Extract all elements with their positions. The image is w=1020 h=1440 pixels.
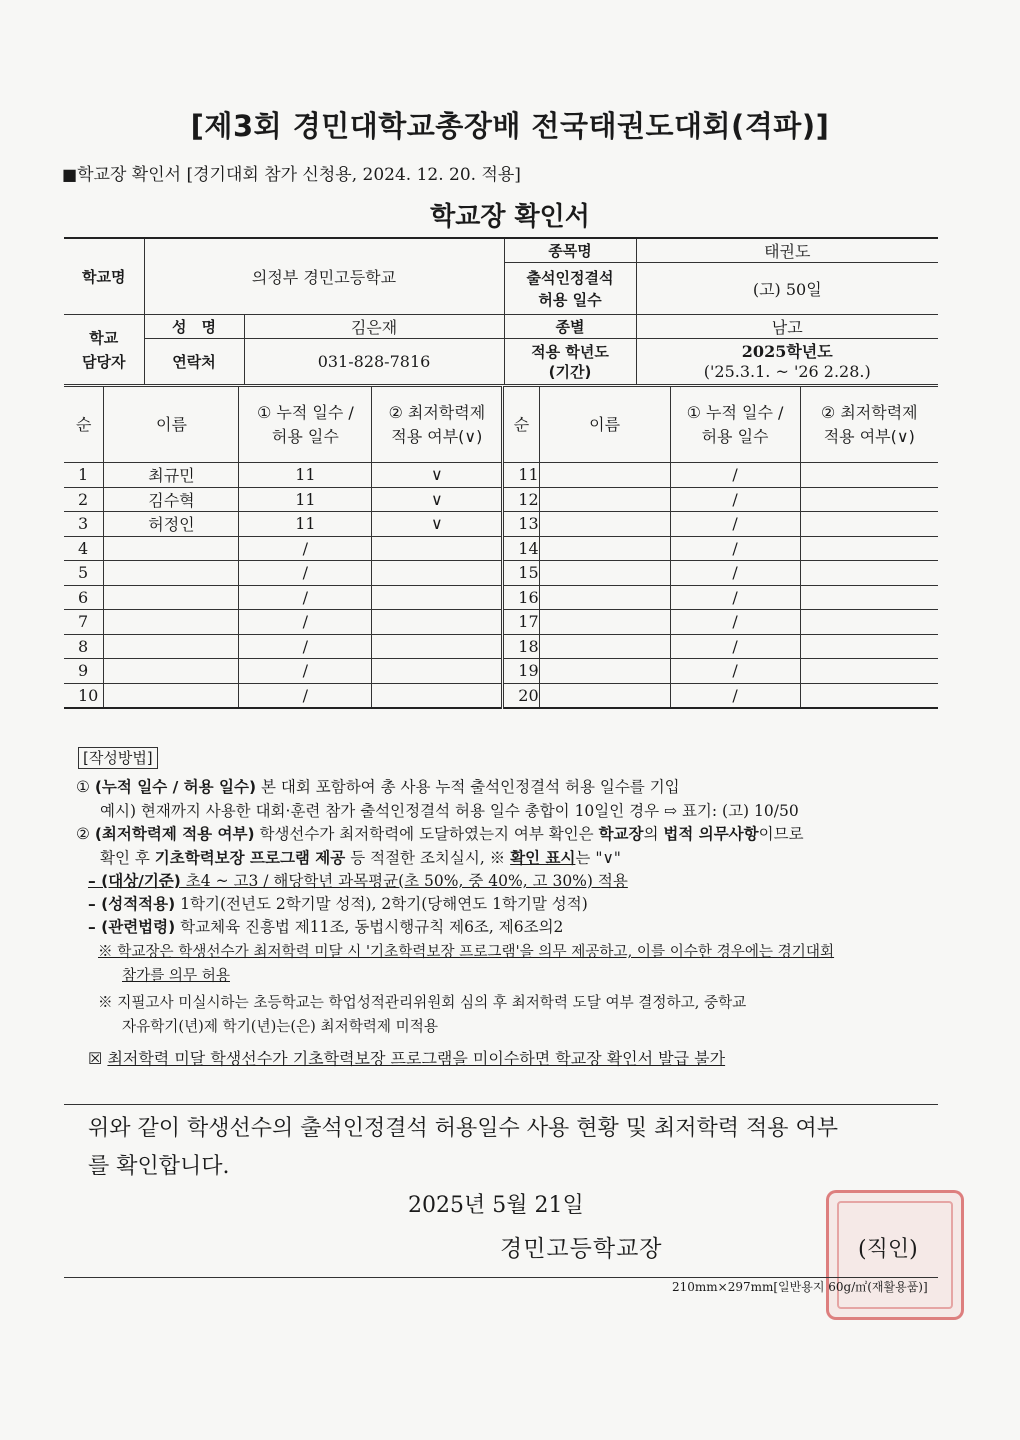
row-number: 12 <box>503 487 539 512</box>
contact-value: 031-828-7816 <box>244 339 504 385</box>
col-no-left: 순 <box>64 387 104 463</box>
final-note <box>88 1048 938 1070</box>
row-number: 18 <box>503 634 539 659</box>
col-days-right <box>670 387 800 463</box>
table-row <box>64 610 938 635</box>
m2-line2-bold2: 확인 표시 <box>510 849 576 867</box>
confirmation-line1: 위와 같이 학생선수의 출석인정결석 허용일수 사용 현황 및 최저학력 적용 여부 <box>88 1116 838 1141</box>
attendance-days: / <box>670 683 800 708</box>
manager-label-line1: 학교 <box>89 328 119 347</box>
row-number: 8 <box>64 634 104 659</box>
event-value: 태권도 <box>636 238 938 263</box>
attendance-label-line2: 허용 일수 <box>538 290 602 309</box>
student-name <box>539 659 670 684</box>
col-min-line2: 적용 여부(∨) <box>823 426 915 446</box>
attendance-days: 11 <box>239 463 372 488</box>
subtitle-text: 학교장 확인서 [경기대회 참가 신청용, 2024. 12. 20. 적용] <box>77 165 521 185</box>
school-label: 학교명 <box>64 238 144 315</box>
student-name: 허정인 <box>104 512 239 537</box>
year-label-line1: 적용 학년도 <box>531 342 609 361</box>
row-number: 11 <box>503 463 539 488</box>
m1-heading: (누적 일수 / 허용 일수) <box>94 778 257 796</box>
year-value <box>636 339 938 385</box>
table-row <box>64 659 938 684</box>
seal-label: (직인) <box>858 1237 918 1262</box>
m2-line2-a: 확인 후 <box>100 849 155 867</box>
attendance-days: / <box>239 585 372 610</box>
student-name <box>104 683 239 708</box>
table-row <box>64 463 938 488</box>
method-item-1 <box>76 776 946 798</box>
min-academic-check <box>800 585 938 610</box>
min-academic-check <box>800 512 938 537</box>
table-row <box>64 487 938 512</box>
attendance-days: / <box>670 659 800 684</box>
year-label <box>504 339 636 385</box>
student-name <box>539 561 670 586</box>
square-bullet-icon: ■ <box>62 165 78 184</box>
manager-label-line2: 담당자 <box>82 352 126 371</box>
table-row <box>64 512 938 537</box>
attendance-days: / <box>239 536 372 561</box>
manager-label <box>64 315 144 385</box>
principal-title: 경민고등학교장 <box>500 1236 663 1262</box>
row-number: 20 <box>503 683 539 708</box>
category-label: 종별 <box>504 315 636 339</box>
table-row <box>64 585 938 610</box>
attendance-value: (고) 50일 <box>636 263 938 315</box>
row-number: 19 <box>503 659 539 684</box>
table-row <box>64 536 938 561</box>
method-sub-law <box>88 916 948 938</box>
attendance-days: / <box>239 683 372 708</box>
m2-line2-b: 등 적절한 조치실시, ※ <box>345 849 511 867</box>
confirmation-line2: 를 확인합니다. <box>88 1154 230 1179</box>
method-item-2-line2 <box>100 847 950 869</box>
col-days-line2: 허용 일수 <box>701 426 769 446</box>
attendance-label-line1: 출석인정결석 <box>526 268 614 287</box>
paper-spec-note: 210mm×297mm[일반용지 60g/㎡(재활용품)] <box>672 1280 928 1294</box>
sub2-heading: – (성적적용) <box>88 895 176 913</box>
note-1-line1: ※ 학교장은 학생선수가 최저학력 미달 시 '기초학력보장 프로그램'을 의무 제공하고, 이를 이수한 경우에는 경기대회 <box>98 943 835 960</box>
row-number: 3 <box>64 512 104 537</box>
min-academic-check <box>800 487 938 512</box>
attendance-days: / <box>670 512 800 537</box>
attendance-days: / <box>239 659 372 684</box>
min-academic-check <box>372 561 503 586</box>
method-sub-grade <box>88 893 948 915</box>
boxed-arrow-icon: ☒ <box>88 1049 103 1068</box>
student-name <box>104 610 239 635</box>
col-no-right: 순 <box>503 387 539 463</box>
year-value-line1: 2025학년도 <box>741 341 833 361</box>
row-number: 2 <box>64 487 104 512</box>
student-name <box>539 585 670 610</box>
student-name <box>539 512 670 537</box>
contact-label: 연락처 <box>144 339 244 385</box>
min-academic-check <box>800 610 938 635</box>
row-number: 17 <box>503 610 539 635</box>
student-name <box>539 463 670 488</box>
roster-table <box>64 386 938 709</box>
min-academic-check <box>800 463 938 488</box>
col-min-line2: 적용 여부(∨) <box>391 426 483 446</box>
min-academic-check <box>372 585 503 610</box>
subtitle <box>62 160 521 185</box>
min-academic-check <box>800 659 938 684</box>
attendance-days: / <box>239 561 372 586</box>
method-item-1-example: 예시) 현재까지 사용한 대회·훈련 참가 출석인정결석 허용 일수 총합이 10일인 경우 ⇨ 표기: (고) 10/50 <box>100 802 799 820</box>
sub2-text: 1학기(전년도 2학기말 성적), 2학기(당해연도 1학기말 성적) <box>175 895 588 913</box>
min-academic-check: ∨ <box>372 487 503 512</box>
attendance-days: 11 <box>239 487 372 512</box>
attendance-days: / <box>239 634 372 659</box>
student-name: 김수혁 <box>104 487 239 512</box>
attendance-days: / <box>670 561 800 586</box>
school-info-table <box>64 237 938 385</box>
circle-1-icon: ① <box>76 778 90 796</box>
document-title: 학교장 확인서 <box>430 202 590 232</box>
issue-date: 2025년 5월 21일 <box>408 1193 584 1218</box>
school-value: 의정부 경민고등학교 <box>144 238 504 315</box>
min-academic-check <box>800 634 938 659</box>
m1-text: 본 대회 포함하여 총 사용 누적 출석인정결석 허용 일수를 기입 <box>256 778 680 796</box>
row-number: 10 <box>64 683 104 708</box>
m2-heading: (최저학력제 적용 여부) <box>94 825 255 843</box>
attendance-days: / <box>670 487 800 512</box>
m2-bold-b: 학교장 <box>598 825 644 843</box>
main-title: [제3회 경민대학교총장배 전국태권도대회(격파)] <box>190 109 830 143</box>
student-name <box>104 536 239 561</box>
table-row <box>64 561 938 586</box>
m2-text-a: 학생선수가 최저학력에 도달하였는지 여부 확인은 <box>254 825 599 843</box>
min-academic-check <box>372 634 503 659</box>
circle-2-icon: ② <box>76 825 90 843</box>
row-number: 9 <box>64 659 104 684</box>
student-name <box>104 634 239 659</box>
attendance-days: / <box>670 585 800 610</box>
m2-text-e: 이므로 <box>758 825 804 843</box>
col-name-right: 이름 <box>539 387 670 463</box>
row-number: 1 <box>64 463 104 488</box>
row-number: 13 <box>503 512 539 537</box>
col-min-left <box>372 387 503 463</box>
student-name <box>539 610 670 635</box>
min-academic-check <box>372 683 503 708</box>
attendance-label <box>504 263 636 315</box>
method-sub-target <box>88 870 948 892</box>
attendance-days: / <box>670 463 800 488</box>
min-academic-check <box>800 683 938 708</box>
year-label-line2: (기간) <box>548 362 592 381</box>
student-name <box>539 487 670 512</box>
col-days-line1: ① 누적 일수 / <box>256 402 354 422</box>
m2-line2-bold: 기초학력보장 프로그램 제공 <box>154 849 346 867</box>
student-name <box>104 659 239 684</box>
student-name <box>539 683 670 708</box>
note-2-line1: ※ 지필고사 미실시하는 초등학교는 학업성적관리위원회 심의 후 최저학력 도달 여부 결정하고, 중학교 <box>98 994 747 1011</box>
row-number: 5 <box>64 561 104 586</box>
attendance-days: / <box>670 610 800 635</box>
note-2-line2: 자유학기(년)제 학기(년)는(은) 최저학력제 미적용 <box>122 1018 438 1035</box>
min-academic-check <box>372 610 503 635</box>
min-academic-check <box>372 536 503 561</box>
table-row <box>64 683 938 708</box>
m2-bold-d: 법적 의무사항 <box>663 825 759 843</box>
name-label: 성 명 <box>144 315 244 339</box>
table-row <box>64 634 938 659</box>
m2-text-c: 의 <box>643 825 664 843</box>
attendance-days: / <box>670 634 800 659</box>
col-days-line1: ① 누적 일수 / <box>686 402 784 422</box>
sub3-text: 학교체육 진흥법 제11조, 동법시행규칙 제6조, 제6조의2 <box>175 918 564 936</box>
student-name <box>539 634 670 659</box>
sub1-heading: – (대상/기준) <box>88 872 181 890</box>
col-min-line1: ② 최저학력제 <box>820 402 918 422</box>
year-value-line2: ('25.3.1. ~ '26 2.28.) <box>703 361 871 381</box>
attendance-days: 11 <box>239 512 372 537</box>
attendance-days: / <box>670 536 800 561</box>
divider-top <box>64 1104 938 1105</box>
row-number: 6 <box>64 585 104 610</box>
student-name <box>539 536 670 561</box>
name-value: 김은재 <box>244 315 504 339</box>
student-name <box>104 561 239 586</box>
col-min-line1: ② 최저학력제 <box>388 402 486 422</box>
col-days-left <box>239 387 372 463</box>
col-name-left: 이름 <box>104 387 239 463</box>
sub1-text: 초4 ~ 고3 / 해당학년 과목평균(초 50%, 중 40%, 고 30%) 적용 <box>180 872 628 890</box>
min-academic-check: ∨ <box>372 512 503 537</box>
attendance-days: / <box>239 610 372 635</box>
col-days-line2: 허용 일수 <box>271 426 339 446</box>
col-min-right <box>800 387 938 463</box>
category-value: 남고 <box>636 315 938 339</box>
min-academic-check <box>800 536 938 561</box>
final-note-text: 최저학력 미달 학생선수가 기초학력보장 프로그램을 미이수하면 학교장 확인서 발급 불가 <box>107 1049 726 1068</box>
m2-line2-c: 는 "∨" <box>575 849 621 867</box>
sub3-heading: – (관련법령) <box>88 918 176 936</box>
student-name <box>104 585 239 610</box>
min-academic-check <box>372 659 503 684</box>
confirmation-text <box>88 1110 928 1186</box>
row-number: 4 <box>64 536 104 561</box>
row-number: 16 <box>503 585 539 610</box>
min-academic-check: ∨ <box>372 463 503 488</box>
row-number: 14 <box>503 536 539 561</box>
method-title: [작성방법] <box>78 747 158 769</box>
min-academic-check <box>800 561 938 586</box>
note-1-line2: 참가를 의무 허용 <box>122 967 230 984</box>
row-number: 15 <box>503 561 539 586</box>
method-item-2 <box>76 823 946 845</box>
event-label: 종목명 <box>504 238 636 263</box>
student-name: 최규민 <box>104 463 239 488</box>
row-number: 7 <box>64 610 104 635</box>
